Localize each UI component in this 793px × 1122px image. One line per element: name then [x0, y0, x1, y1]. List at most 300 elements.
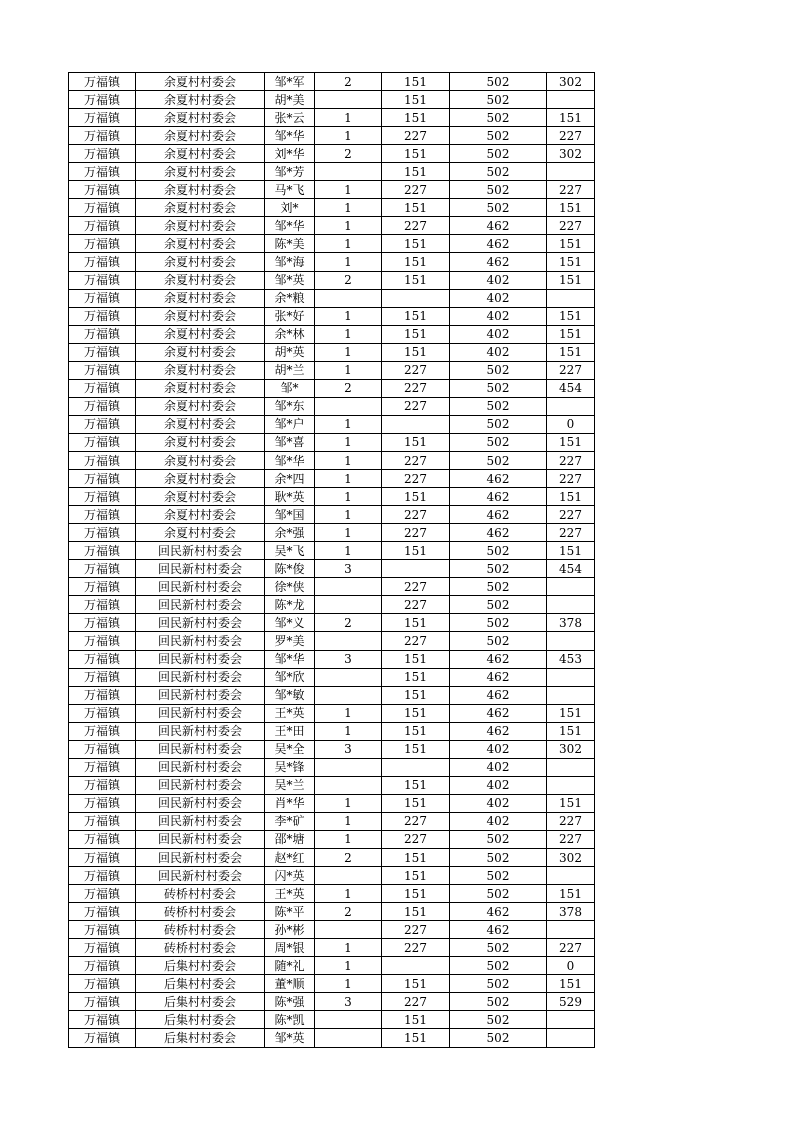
total-cell: 302 — [547, 849, 595, 867]
count-cell — [315, 758, 382, 776]
total-cell: 227 — [547, 506, 595, 524]
village-cell: 后集村村委会 — [136, 1011, 265, 1029]
table-row — [69, 343, 595, 361]
village-cell: 回民新村村委会 — [136, 812, 265, 830]
table-row — [69, 957, 595, 975]
count-cell: 1 — [315, 109, 382, 127]
table-row — [69, 145, 595, 163]
town-cell: 万福镇 — [69, 379, 136, 397]
village-cell: 余夏村村委会 — [136, 470, 265, 488]
count-cell: 1 — [315, 307, 382, 325]
count-cell: 1 — [315, 830, 382, 848]
amount-b-cell: 402 — [450, 343, 547, 361]
name-cell: 王*英 — [265, 885, 315, 903]
count-cell: 1 — [315, 722, 382, 740]
count-cell: 1 — [315, 957, 382, 975]
name-cell: 胡*兰 — [265, 361, 315, 379]
name-cell: 张*云 — [265, 109, 315, 127]
amount-b-cell: 462 — [450, 686, 547, 704]
village-cell: 余夏村村委会 — [136, 271, 265, 289]
amount-a-cell: 227 — [382, 524, 450, 542]
amount-a-cell: 227 — [382, 506, 450, 524]
count-cell: 1 — [315, 885, 382, 903]
count-cell: 1 — [315, 506, 382, 524]
amount-b-cell: 502 — [450, 1029, 547, 1047]
village-cell: 余夏村村委会 — [136, 163, 265, 181]
total-cell: 151 — [547, 235, 595, 253]
amount-b-cell: 462 — [450, 668, 547, 686]
total-cell: 378 — [547, 903, 595, 921]
amount-a-cell: 151 — [382, 488, 450, 506]
count-cell: 1 — [315, 975, 382, 993]
village-cell: 余夏村村委会 — [136, 91, 265, 109]
amount-a-cell: 151 — [382, 650, 450, 668]
count-cell — [315, 921, 382, 939]
amount-b-cell: 502 — [450, 975, 547, 993]
village-cell: 余夏村村委会 — [136, 506, 265, 524]
total-cell — [547, 758, 595, 776]
amount-b-cell: 502 — [450, 830, 547, 848]
total-cell: 453 — [547, 650, 595, 668]
count-cell — [315, 867, 382, 885]
amount-a-cell: 151 — [382, 686, 450, 704]
count-cell: 1 — [315, 361, 382, 379]
total-cell: 151 — [547, 722, 595, 740]
town-cell: 万福镇 — [69, 397, 136, 415]
amount-b-cell: 502 — [450, 542, 547, 560]
amount-a-cell: 151 — [382, 325, 450, 343]
town-cell: 万福镇 — [69, 181, 136, 199]
amount-b-cell: 402 — [450, 325, 547, 343]
village-cell: 回民新村村委会 — [136, 614, 265, 632]
table-row — [69, 433, 595, 451]
total-cell — [547, 289, 595, 307]
amount-b-cell: 402 — [450, 289, 547, 307]
village-cell: 回民新村村委会 — [136, 849, 265, 867]
amount-a-cell: 227 — [382, 379, 450, 397]
town-cell: 万福镇 — [69, 488, 136, 506]
amount-b-cell: 502 — [450, 361, 547, 379]
name-cell: 陈*俊 — [265, 560, 315, 578]
town-cell: 万福镇 — [69, 903, 136, 921]
count-cell — [315, 163, 382, 181]
amount-a-cell: 151 — [382, 163, 450, 181]
amount-b-cell: 502 — [450, 632, 547, 650]
table-row — [69, 1011, 595, 1029]
total-cell: 151 — [547, 488, 595, 506]
town-cell: 万福镇 — [69, 524, 136, 542]
table-row — [69, 632, 595, 650]
amount-b-cell: 462 — [450, 253, 547, 271]
table-row — [69, 199, 595, 217]
table-row — [69, 849, 595, 867]
amount-b-cell: 502 — [450, 415, 547, 433]
total-cell — [547, 596, 595, 614]
name-cell: 陈*凯 — [265, 1011, 315, 1029]
name-cell: 邹*英 — [265, 271, 315, 289]
total-cell: 227 — [547, 361, 595, 379]
town-cell: 万福镇 — [69, 578, 136, 596]
town-cell: 万福镇 — [69, 1029, 136, 1047]
amount-a-cell — [382, 415, 450, 433]
name-cell: 余*林 — [265, 325, 315, 343]
amount-a-cell: 151 — [382, 145, 450, 163]
village-cell: 回民新村村委会 — [136, 794, 265, 812]
total-cell: 227 — [547, 830, 595, 848]
amount-b-cell: 502 — [450, 596, 547, 614]
village-cell: 后集村村委会 — [136, 957, 265, 975]
amount-b-cell: 502 — [450, 109, 547, 127]
total-cell: 151 — [547, 885, 595, 903]
name-cell: 邹*东 — [265, 397, 315, 415]
town-cell: 万福镇 — [69, 812, 136, 830]
amount-a-cell: 151 — [382, 704, 450, 722]
village-cell: 回民新村村委会 — [136, 578, 265, 596]
village-cell: 回民新村村委会 — [136, 560, 265, 578]
town-cell: 万福镇 — [69, 794, 136, 812]
amount-a-cell — [382, 758, 450, 776]
name-cell: 余*粮 — [265, 289, 315, 307]
town-cell: 万福镇 — [69, 217, 136, 235]
count-cell: 1 — [315, 524, 382, 542]
amount-b-cell: 402 — [450, 271, 547, 289]
amount-a-cell: 151 — [382, 253, 450, 271]
village-cell: 余夏村村委会 — [136, 289, 265, 307]
table-row — [69, 73, 595, 91]
name-cell: 吴*兰 — [265, 776, 315, 794]
amount-b-cell: 462 — [450, 921, 547, 939]
town-cell: 万福镇 — [69, 849, 136, 867]
amount-a-cell: 151 — [382, 849, 450, 867]
total-cell: 227 — [547, 181, 595, 199]
table-row — [69, 91, 595, 109]
count-cell: 1 — [315, 794, 382, 812]
name-cell: 李*矿 — [265, 812, 315, 830]
town-cell: 万福镇 — [69, 325, 136, 343]
village-cell: 余夏村村委会 — [136, 109, 265, 127]
town-cell: 万福镇 — [69, 109, 136, 127]
amount-b-cell: 502 — [450, 91, 547, 109]
village-cell: 余夏村村委会 — [136, 73, 265, 91]
town-cell: 万福镇 — [69, 199, 136, 217]
amount-b-cell: 462 — [450, 650, 547, 668]
amount-b-cell: 462 — [450, 506, 547, 524]
town-cell: 万福镇 — [69, 975, 136, 993]
name-cell: 徐*侠 — [265, 578, 315, 596]
village-cell: 砖桥村村委会 — [136, 921, 265, 939]
village-cell: 回民新村村委会 — [136, 632, 265, 650]
amount-a-cell: 151 — [382, 776, 450, 794]
town-cell: 万福镇 — [69, 596, 136, 614]
town-cell: 万福镇 — [69, 957, 136, 975]
table-row — [69, 650, 595, 668]
town-cell: 万福镇 — [69, 1011, 136, 1029]
total-cell — [547, 163, 595, 181]
table-row — [69, 127, 595, 145]
amount-a-cell: 227 — [382, 812, 450, 830]
table-body — [69, 73, 595, 1048]
amount-b-cell: 402 — [450, 740, 547, 758]
name-cell: 罗*美 — [265, 632, 315, 650]
name-cell: 陈*龙 — [265, 596, 315, 614]
name-cell: 王*英 — [265, 704, 315, 722]
table-row — [69, 397, 595, 415]
count-cell — [315, 1011, 382, 1029]
town-cell: 万福镇 — [69, 885, 136, 903]
total-cell: 454 — [547, 379, 595, 397]
town-cell: 万福镇 — [69, 73, 136, 91]
total-cell: 227 — [547, 451, 595, 469]
total-cell: 151 — [547, 975, 595, 993]
amount-b-cell: 462 — [450, 524, 547, 542]
town-cell: 万福镇 — [69, 921, 136, 939]
town-cell: 万福镇 — [69, 560, 136, 578]
table-row — [69, 1029, 595, 1047]
total-cell: 0 — [547, 415, 595, 433]
amount-b-cell: 502 — [450, 1011, 547, 1029]
total-cell: 151 — [547, 325, 595, 343]
town-cell: 万福镇 — [69, 776, 136, 794]
amount-a-cell: 227 — [382, 451, 450, 469]
amount-b-cell: 502 — [450, 849, 547, 867]
total-cell: 0 — [547, 957, 595, 975]
amount-b-cell: 462 — [450, 470, 547, 488]
total-cell: 151 — [547, 794, 595, 812]
total-cell: 151 — [547, 343, 595, 361]
village-cell: 余夏村村委会 — [136, 325, 265, 343]
amount-a-cell: 151 — [382, 668, 450, 686]
count-cell: 1 — [315, 704, 382, 722]
table-row — [69, 758, 595, 776]
count-cell — [315, 596, 382, 614]
name-cell: 邹*海 — [265, 253, 315, 271]
name-cell: 邵*塘 — [265, 830, 315, 848]
name-cell: 邹*英 — [265, 1029, 315, 1047]
amount-a-cell: 151 — [382, 614, 450, 632]
table-row — [69, 217, 595, 235]
total-cell — [547, 668, 595, 686]
amount-a-cell: 151 — [382, 433, 450, 451]
count-cell — [315, 578, 382, 596]
town-cell: 万福镇 — [69, 939, 136, 957]
village-cell: 回民新村村委会 — [136, 596, 265, 614]
table-row — [69, 361, 595, 379]
name-cell: 随*礼 — [265, 957, 315, 975]
total-cell — [547, 921, 595, 939]
total-cell: 151 — [547, 704, 595, 722]
total-cell: 227 — [547, 939, 595, 957]
village-cell: 余夏村村委会 — [136, 433, 265, 451]
total-cell: 151 — [547, 542, 595, 560]
village-cell: 回民新村村委会 — [136, 758, 265, 776]
town-cell: 万福镇 — [69, 867, 136, 885]
amount-a-cell: 151 — [382, 73, 450, 91]
table-row — [69, 668, 595, 686]
village-cell: 回民新村村委会 — [136, 776, 265, 794]
town-cell: 万福镇 — [69, 361, 136, 379]
village-cell: 余夏村村委会 — [136, 451, 265, 469]
count-cell: 1 — [315, 488, 382, 506]
village-cell: 回民新村村委会 — [136, 686, 265, 704]
amount-b-cell: 462 — [450, 903, 547, 921]
village-cell: 余夏村村委会 — [136, 253, 265, 271]
amount-b-cell: 402 — [450, 794, 547, 812]
amount-a-cell: 227 — [382, 470, 450, 488]
name-cell: 赵*红 — [265, 849, 315, 867]
name-cell: 邹*义 — [265, 614, 315, 632]
count-cell: 1 — [315, 470, 382, 488]
town-cell: 万福镇 — [69, 451, 136, 469]
town-cell: 万福镇 — [69, 758, 136, 776]
table-row — [69, 109, 595, 127]
amount-a-cell: 227 — [382, 217, 450, 235]
count-cell: 2 — [315, 145, 382, 163]
table-row — [69, 704, 595, 722]
village-cell: 余夏村村委会 — [136, 361, 265, 379]
amount-a-cell: 151 — [382, 542, 450, 560]
count-cell: 1 — [315, 325, 382, 343]
name-cell: 马*飞 — [265, 181, 315, 199]
amount-a-cell: 151 — [382, 1011, 450, 1029]
amount-b-cell: 462 — [450, 235, 547, 253]
count-cell: 2 — [315, 849, 382, 867]
table-row — [69, 885, 595, 903]
village-cell: 余夏村村委会 — [136, 217, 265, 235]
name-cell: 邹*敏 — [265, 686, 315, 704]
town-cell: 万福镇 — [69, 686, 136, 704]
name-cell: 张*好 — [265, 307, 315, 325]
name-cell: 陈*美 — [265, 235, 315, 253]
name-cell: 余*四 — [265, 470, 315, 488]
table-row — [69, 975, 595, 993]
name-cell: 邹*芳 — [265, 163, 315, 181]
count-cell: 1 — [315, 939, 382, 957]
town-cell: 万福镇 — [69, 740, 136, 758]
total-cell: 302 — [547, 73, 595, 91]
name-cell: 邹*喜 — [265, 433, 315, 451]
village-cell: 余夏村村委会 — [136, 181, 265, 199]
count-cell: 2 — [315, 379, 382, 397]
name-cell: 周*银 — [265, 939, 315, 957]
name-cell: 胡*英 — [265, 343, 315, 361]
total-cell — [547, 1011, 595, 1029]
amount-b-cell: 402 — [450, 776, 547, 794]
table-row — [69, 271, 595, 289]
name-cell: 邹*户 — [265, 415, 315, 433]
total-cell: 227 — [547, 127, 595, 145]
total-cell — [547, 397, 595, 415]
total-cell: 227 — [547, 470, 595, 488]
village-cell: 砖桥村村委会 — [136, 885, 265, 903]
name-cell: 邹* — [265, 379, 315, 397]
table-row — [69, 415, 595, 433]
data-table — [68, 72, 595, 1048]
name-cell: 肖*华 — [265, 794, 315, 812]
amount-a-cell: 151 — [382, 794, 450, 812]
town-cell: 万福镇 — [69, 163, 136, 181]
table-row — [69, 614, 595, 632]
table-row — [69, 776, 595, 794]
amount-b-cell: 502 — [450, 867, 547, 885]
table-row — [69, 542, 595, 560]
village-cell: 回民新村村委会 — [136, 650, 265, 668]
town-cell: 万福镇 — [69, 614, 136, 632]
town-cell: 万福镇 — [69, 470, 136, 488]
count-cell: 3 — [315, 560, 382, 578]
amount-a-cell — [382, 289, 450, 307]
name-cell: 吴*全 — [265, 740, 315, 758]
amount-b-cell: 502 — [450, 939, 547, 957]
amount-a-cell: 227 — [382, 181, 450, 199]
village-cell: 回民新村村委会 — [136, 740, 265, 758]
amount-b-cell: 402 — [450, 812, 547, 830]
table-row — [69, 812, 595, 830]
count-cell: 1 — [315, 181, 382, 199]
table-row — [69, 578, 595, 596]
name-cell: 吴*飞 — [265, 542, 315, 560]
count-cell — [315, 91, 382, 109]
village-cell: 余夏村村委会 — [136, 307, 265, 325]
table-row — [69, 903, 595, 921]
count-cell — [315, 668, 382, 686]
amount-b-cell: 502 — [450, 451, 547, 469]
count-cell: 3 — [315, 650, 382, 668]
count-cell: 1 — [315, 253, 382, 271]
village-cell: 回民新村村委会 — [136, 867, 265, 885]
amount-a-cell: 227 — [382, 830, 450, 848]
total-cell: 227 — [547, 217, 595, 235]
name-cell: 陈*强 — [265, 993, 315, 1011]
amount-a-cell: 227 — [382, 361, 450, 379]
town-cell: 万福镇 — [69, 668, 136, 686]
village-cell: 余夏村村委会 — [136, 127, 265, 145]
town-cell: 万福镇 — [69, 91, 136, 109]
amount-b-cell: 502 — [450, 127, 547, 145]
village-cell: 余夏村村委会 — [136, 488, 265, 506]
table-row — [69, 488, 595, 506]
name-cell: 邹*华 — [265, 127, 315, 145]
town-cell: 万福镇 — [69, 271, 136, 289]
count-cell: 2 — [315, 614, 382, 632]
total-cell: 151 — [547, 199, 595, 217]
table-row — [69, 560, 595, 578]
village-cell: 砖桥村村委会 — [136, 939, 265, 957]
amount-b-cell: 462 — [450, 217, 547, 235]
table-row — [69, 289, 595, 307]
amount-a-cell: 227 — [382, 578, 450, 596]
village-cell: 回民新村村委会 — [136, 830, 265, 848]
name-cell: 邹*欣 — [265, 668, 315, 686]
total-cell: 529 — [547, 993, 595, 1011]
count-cell: 1 — [315, 451, 382, 469]
village-cell: 余夏村村委会 — [136, 379, 265, 397]
amount-a-cell: 151 — [382, 199, 450, 217]
count-cell — [315, 397, 382, 415]
table-row — [69, 921, 595, 939]
amount-b-cell: 502 — [450, 145, 547, 163]
table-row — [69, 740, 595, 758]
village-cell: 余夏村村委会 — [136, 343, 265, 361]
count-cell — [315, 632, 382, 650]
amount-b-cell: 502 — [450, 885, 547, 903]
amount-a-cell: 151 — [382, 867, 450, 885]
name-cell: 邹*华 — [265, 451, 315, 469]
name-cell: 邹*华 — [265, 650, 315, 668]
amount-a-cell: 227 — [382, 993, 450, 1011]
amount-b-cell: 462 — [450, 488, 547, 506]
table-row — [69, 470, 595, 488]
amount-b-cell: 502 — [450, 993, 547, 1011]
